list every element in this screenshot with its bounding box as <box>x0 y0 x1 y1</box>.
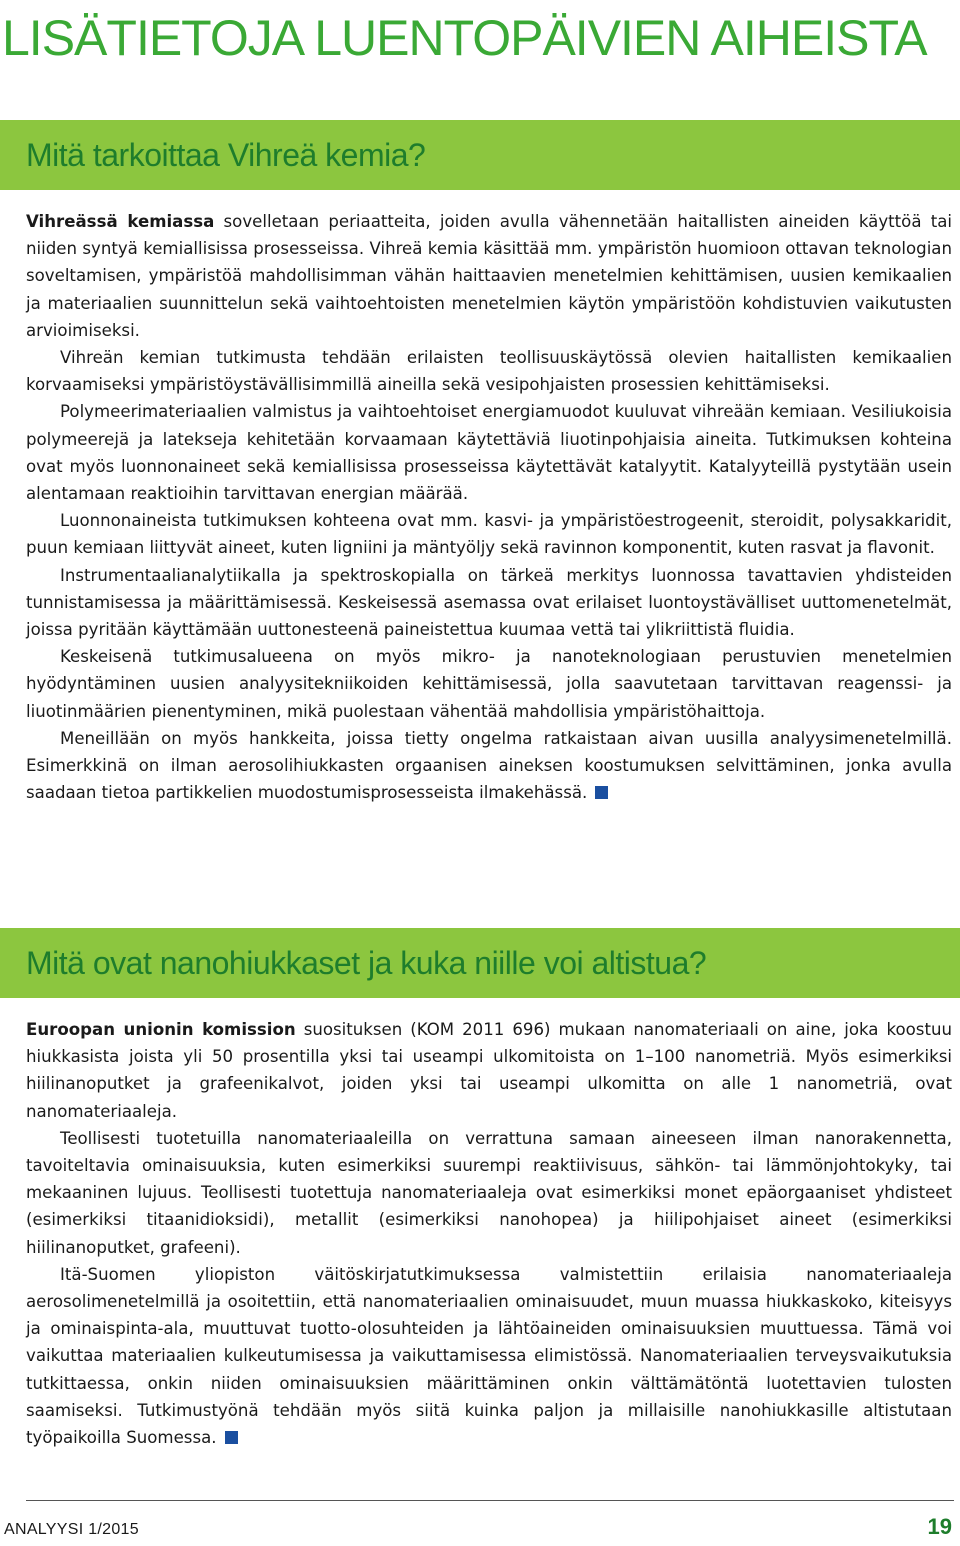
end-of-article-square-icon <box>595 786 608 799</box>
body-paragraph: Keskeisenä tutkimusalueena on myös mikro- ja nanoteknologiaan perustuvien menetelmien hyödyntäminen uusien analyysitekniikoiden kehittämisessä, jolla saavutetaan tarvittavan reagenssi- ja liuotinmäärien pienentyminen, mikä puolestaan vähentää mahdollisia ympäristöhaittoja. <box>26 647 952 721</box>
section-heading-green-chemistry: Mitä tarkoittaa Vihreä kemia? <box>0 120 960 190</box>
body-paragraph: Instrumentaalianalytiikalla ja spektroskopialla on tärkeä merkitys luonnossa tavattavien yhdisteiden tunnistamisessa ja määrittämisessä. Keskeisessä asemassa ovat erilaiset luontoystävälliset uuttomenetelmät, joissa pyritään käyttämään uuttonesteenä paineistettua kuumaa vettä tai ylikriittistä fluidia. <box>26 565 952 640</box>
body-paragraph-last <box>26 725 952 807</box>
body-paragraph: Polymeerimateriaalien valmistus ja vaihtoehtoiset energiamuodot kuuluvat vihreään kemiaan. Vesiliukoisia polymeerejä ja latekseja kehitetään korvaamaan käytettäviä liuotinpohjaisia aineita. Tutkimuksen kohteina ovat myös luonnonaineet sekä kemiallisissa prosesseissa käytettävät katalyytit. Katalyyteillä pystytään usein alentamaan reaktioihin tarvittavan energian määrää. <box>26 402 952 504</box>
body-paragraph: Luonnonaineista tutkimuksen kohteena ovat mm. kasvi- ja ympäristöestrogeenit, steroidit, polysakkaridit, puun kemiaan liittyvät aineet, kuten ligniini ja mäntyöljy sekä ravinnon komponentit, kuten rasvat ja flavonit. <box>26 511 952 558</box>
lead-bold-term: Euroopan unionin komission <box>26 1020 296 1039</box>
body-paragraph-text: Meneillään on myös hankkeita, joissa tietty ongelma ratkaistaan aivan uusilla analyysimenetelmillä. Esimerkkinä on ilman aerosolihiukkasten orgaanisen aineksen koostumuksen selvittäminen, jonka avulla saadaan tietoa partikkelien muodostumisprosesseista ilmakehässä. <box>26 728 952 803</box>
body-paragraph-text: Itä-Suomen yliopiston väitöskirjatutkimuksessa valmistettiin erilaisia nanomateriaaleja aerosolimenetelmillä ja osoitettiin, että nanomateriaalien ominaisuudet, muun muassa hiukkaskoko, kiteisyys ja ominaispinta-ala, muuttuvat tuotto-olosuhteiden ja lähtöaineiden ominaisuuksien muuttuessa. Tämä voi vaikuttaa materiaalien kulkeutumisessa ja vaikuttamisessa elimistössä. Nanomateriaalien terveysvaikutuksia tutkittaessa, onkin niiden ominaisuuksien määrittäminen onkin välttämätöntä luotettavien tulosten saamiseksi. Tutkimustyönä tehdään myös siitä kuinka paljon ja millaisille nanohiukkasille altistutaan työpaikoilla Suomessa. <box>26 1264 952 1448</box>
lead-bold-term: Vihreässä kemiassa <box>26 212 215 231</box>
body-paragraph: Vihreän kemian tutkimusta tehdään erilaisten teollisuuskäytössä olevien haitallisten kemikaalien korvaamiseksi ympäristöystävällisimmillä aineilla sekä vesipohjaisten prosessien kehittämiseksi. <box>26 348 952 395</box>
lead-paragraph <box>26 208 952 344</box>
lead-text: sovelletaan periaatteita, joiden avulla vähennetään haitallisten aineiden käyttöä tai niiden syntyä kemiallisissa prosesseissa. Vihreä kemia käsittää mm. ympäristön huomioon ottavan teknologian soveltamisen, ympäristöä mahdollisimman vähän haittaavien menetelmien kehittämisen, uusien kemikaalien ja materiaalien suunnittelun sekä vaihtoehtoisten menetelmien käytön ympäristöön kohdistuvien vaikutusten arvioimiseksi. <box>26 212 952 340</box>
page-title: LISÄTIETOJA LUENTOPÄIVIEN AIHEISTA <box>2 10 927 66</box>
section-body-green-chemistry <box>26 208 952 806</box>
end-of-article-square-icon <box>225 1431 238 1444</box>
footer-divider <box>26 1500 954 1501</box>
body-paragraph: Teollisesti tuotetuilla nanomateriaaleilla on verrattuna samaan aineeseen ilman nanorakennetta, tavoiteltavia ominaisuuksia, kuten esimerkiksi suurempi reaktiivisuus, sähkön- tai lämmönjohtokyky, tai mekaaninen lujuus. Teollisesti tuotettuja nanomateriaaleja ovat esimerkiksi monet epäorgaaniset yhdisteet (esimerkiksi titaanidioksidi), metallit (esimerkiksi nanohopea) ja hiilipohjaiset aineet (esimerkiksi hiilinanoputket, grafeeni). <box>26 1128 952 1257</box>
footer-page-number: 19 <box>927 1514 952 1539</box>
lead-text: suosituksen (KOM 2011 696) mukaan nanomateriaali on aine, joka koostuu hiukkasista joista yli 50 prosentilla yksi tai useampi ulkomitoista on 1–100 nanometriä. Myös esimerkiksi hiilinanoputket ja grafeenikalvot, joiden yksi tai useampi ulkomitta on alle 1 nanometriä, ovat nanomateriaaleja. <box>26 1020 952 1121</box>
lead-paragraph <box>26 1016 952 1125</box>
footer-publication: ANALYYSI 1/2015 <box>4 1521 139 1538</box>
body-paragraph-last <box>26 1261 952 1451</box>
section-heading-nanoparticles: Mitä ovat nanohiukkaset ja kuka niille voi altistua? <box>0 928 960 998</box>
section-body-nanoparticles <box>26 1016 952 1451</box>
